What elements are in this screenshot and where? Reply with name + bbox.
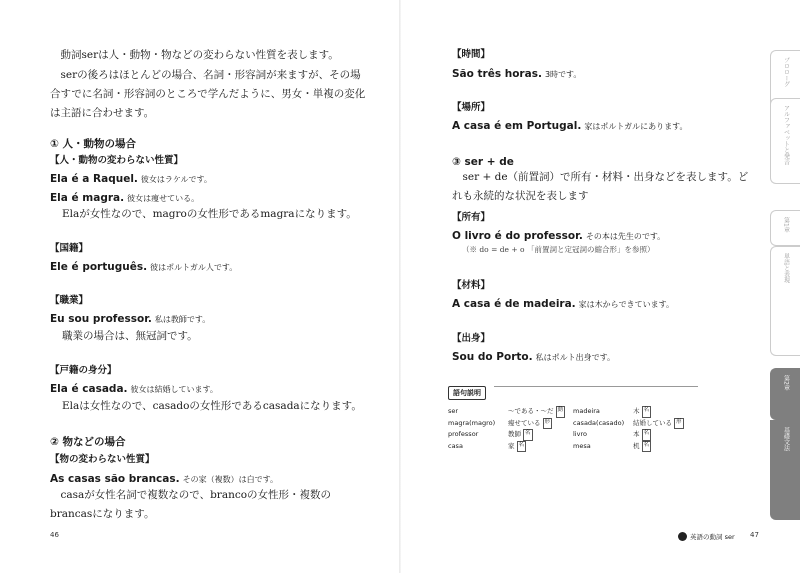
tab-label: 第1章 <box>782 217 790 233</box>
example-translation: 私は教師です。 <box>154 315 211 324</box>
example-sentence <box>452 295 674 314</box>
example-translation: 私はポルト出身です。 <box>535 353 615 362</box>
bullet-icon <box>678 532 687 541</box>
example-translation: 彼女は結婚しています。 <box>130 385 218 394</box>
vocab-word: professor <box>448 430 479 438</box>
vocab-word: livro <box>573 430 587 438</box>
example-text: Ela é casada. <box>50 383 128 395</box>
part-of-speech-badge: 形 <box>543 418 553 430</box>
subheading-origin: 【出身】 <box>452 333 491 344</box>
part-of-speech-badge: 名 <box>523 429 533 441</box>
vocabulary-row <box>573 406 698 418</box>
example-sentence <box>50 258 237 277</box>
example-sentence <box>452 117 687 136</box>
part-of-speech-badge: 動 <box>556 406 566 418</box>
part-of-speech-badge: 名 <box>642 406 652 418</box>
example-translation: 家はポルトガルにあります。 <box>584 122 688 131</box>
vocab-meaning: 本 <box>633 430 640 438</box>
example-text: São três horas. <box>452 68 542 80</box>
example-sentence <box>452 348 615 367</box>
example-translation: 家は木からできています。 <box>578 300 674 309</box>
tab-label: 単語と表現 <box>782 253 790 283</box>
vocab-meaning: ～である・～だ <box>508 407 554 415</box>
part-of-speech-badge: 名 <box>642 429 652 441</box>
vocab-meaning: 結婚している <box>633 418 672 427</box>
page-number: 46 <box>50 531 59 539</box>
tab-label: 第2章 <box>782 375 790 391</box>
subheading-country: 【国籍】 <box>50 243 89 254</box>
vocab-meaning: 木 <box>633 407 640 415</box>
vocab-meaning: 家 <box>508 441 515 450</box>
example-translation: 彼女は痩せている。 <box>127 194 200 203</box>
note: 職業の場合は、無冠詞です。 <box>62 330 198 342</box>
vocab-word: mesa <box>573 441 591 450</box>
intro-paragraph-2: serの後ろはほとんどの場合、名詞・形容詞が来ますが、その場合すでに名詞・形容詞のところで学んだように、男女・単複の変化は主語に合わせます。 <box>50 69 366 119</box>
example-sentence <box>452 65 581 84</box>
tab-label: プロローグ <box>782 57 790 87</box>
section-2-title: ② 物などの場合 <box>50 436 126 448</box>
vocab-meaning: 机 <box>633 441 640 450</box>
subheading-marital: 【戸籍の身分】 <box>50 365 117 376</box>
vocabulary-row <box>573 418 698 430</box>
subheading-place: 【場所】 <box>452 102 491 113</box>
right-page <box>400 0 800 573</box>
section-3-text: ser + de（前置詞）で所有・材料・出身などを表します。どれも永続的な状況を表します <box>452 171 749 202</box>
example-text: A casa é de madeira. <box>452 298 576 310</box>
vocabulary-row <box>448 418 573 430</box>
vocabulary-row <box>573 441 698 453</box>
tab-label: アルファベットと発音 <box>782 105 790 165</box>
subheading-ownership: 【所有】 <box>452 212 491 223</box>
tab-chapter-2[interactable] <box>770 368 800 420</box>
vocabulary-title: 語句説明 <box>448 386 486 400</box>
example-translation: 3時です。 <box>544 70 582 79</box>
example-text: O livro é do professor. <box>452 230 583 242</box>
example-text: A casa é em Portugal. <box>452 120 582 132</box>
note: Elaは女性なので、casadoの女性形であるcasadaになります。 <box>62 400 362 412</box>
example-text: Eu sou professor. <box>50 313 152 325</box>
section-1-subheading: 【人・動物の変わらない性質】 <box>50 155 184 166</box>
example-text: Ela é magra. <box>50 192 125 204</box>
tab-basic-grammar[interactable] <box>770 420 800 520</box>
example-translation: 彼女はラケルです。 <box>140 175 212 184</box>
example-translation: その本は先生のです。 <box>585 232 666 241</box>
example-text: Ele é português. <box>50 261 148 273</box>
note: casaが女性名詞で複数なので、brancoの女性形・複数のbrancasになります。 <box>50 489 332 520</box>
vocab-word: magra(magro) <box>448 418 496 427</box>
vocabulary-column-right <box>573 406 698 452</box>
example-translation: その家（複数）は白です。 <box>182 475 278 484</box>
vocabulary-row <box>448 441 573 453</box>
subheading-time: 【時間】 <box>452 49 491 60</box>
example-sentence <box>50 170 212 189</box>
part-of-speech-badge: 形 <box>674 418 684 430</box>
footer-label-text: 英語の動詞 ser <box>690 533 735 541</box>
part-of-speech-badge: 名 <box>517 441 527 453</box>
tab-chapter-1[interactable] <box>770 210 800 246</box>
intro-paragraph-1: 動詞serは人・動物・物などの変わらない性質を表します。 <box>60 49 339 61</box>
part-of-speech-badge: 名 <box>642 441 652 453</box>
section-3-title: ③ ser + de <box>452 156 514 168</box>
tab-alphabet[interactable] <box>770 98 800 184</box>
vocabulary-box <box>448 380 698 452</box>
vocab-word: ser <box>448 407 459 415</box>
tab-label: 基礎文法 <box>782 427 790 451</box>
section-1-title: ① 人・動物の場合 <box>50 138 137 150</box>
vocabulary-row <box>573 429 698 441</box>
vocab-word: madeira <box>573 407 600 415</box>
chapter-tabs <box>768 0 800 573</box>
divider <box>494 386 698 387</box>
note: Elaが女性なので、magroの女性形であるmagraになります。 <box>62 208 357 220</box>
example-text: As casas são brancas. <box>50 473 180 485</box>
footer-chapter-label <box>678 532 735 541</box>
page-number: 47 <box>750 531 759 539</box>
vocab-word: casada(casado) <box>573 418 625 427</box>
example-text: Ela é a Raquel. <box>50 173 138 185</box>
example-text: Sou do Porto. <box>452 351 533 363</box>
note: （※ do = de + o 「前置詞と定冠詞の縮合形」を参照） <box>462 245 655 254</box>
vocabulary-column-left <box>448 406 573 452</box>
vocabulary-row <box>448 406 573 418</box>
vocab-meaning: 教師 <box>508 430 521 438</box>
vocabulary-row <box>448 429 573 441</box>
subheading-material: 【材料】 <box>452 280 491 291</box>
example-translation: 彼はポルトガル人です。 <box>150 263 238 272</box>
vocab-meaning: 痩せている <box>508 418 541 427</box>
subheading-job: 【職業】 <box>50 295 89 306</box>
section-2-subheading: 【物の変わらない性質】 <box>50 454 155 465</box>
tab-words-expressions[interactable] <box>770 246 800 356</box>
vocab-word: casa <box>448 441 463 450</box>
